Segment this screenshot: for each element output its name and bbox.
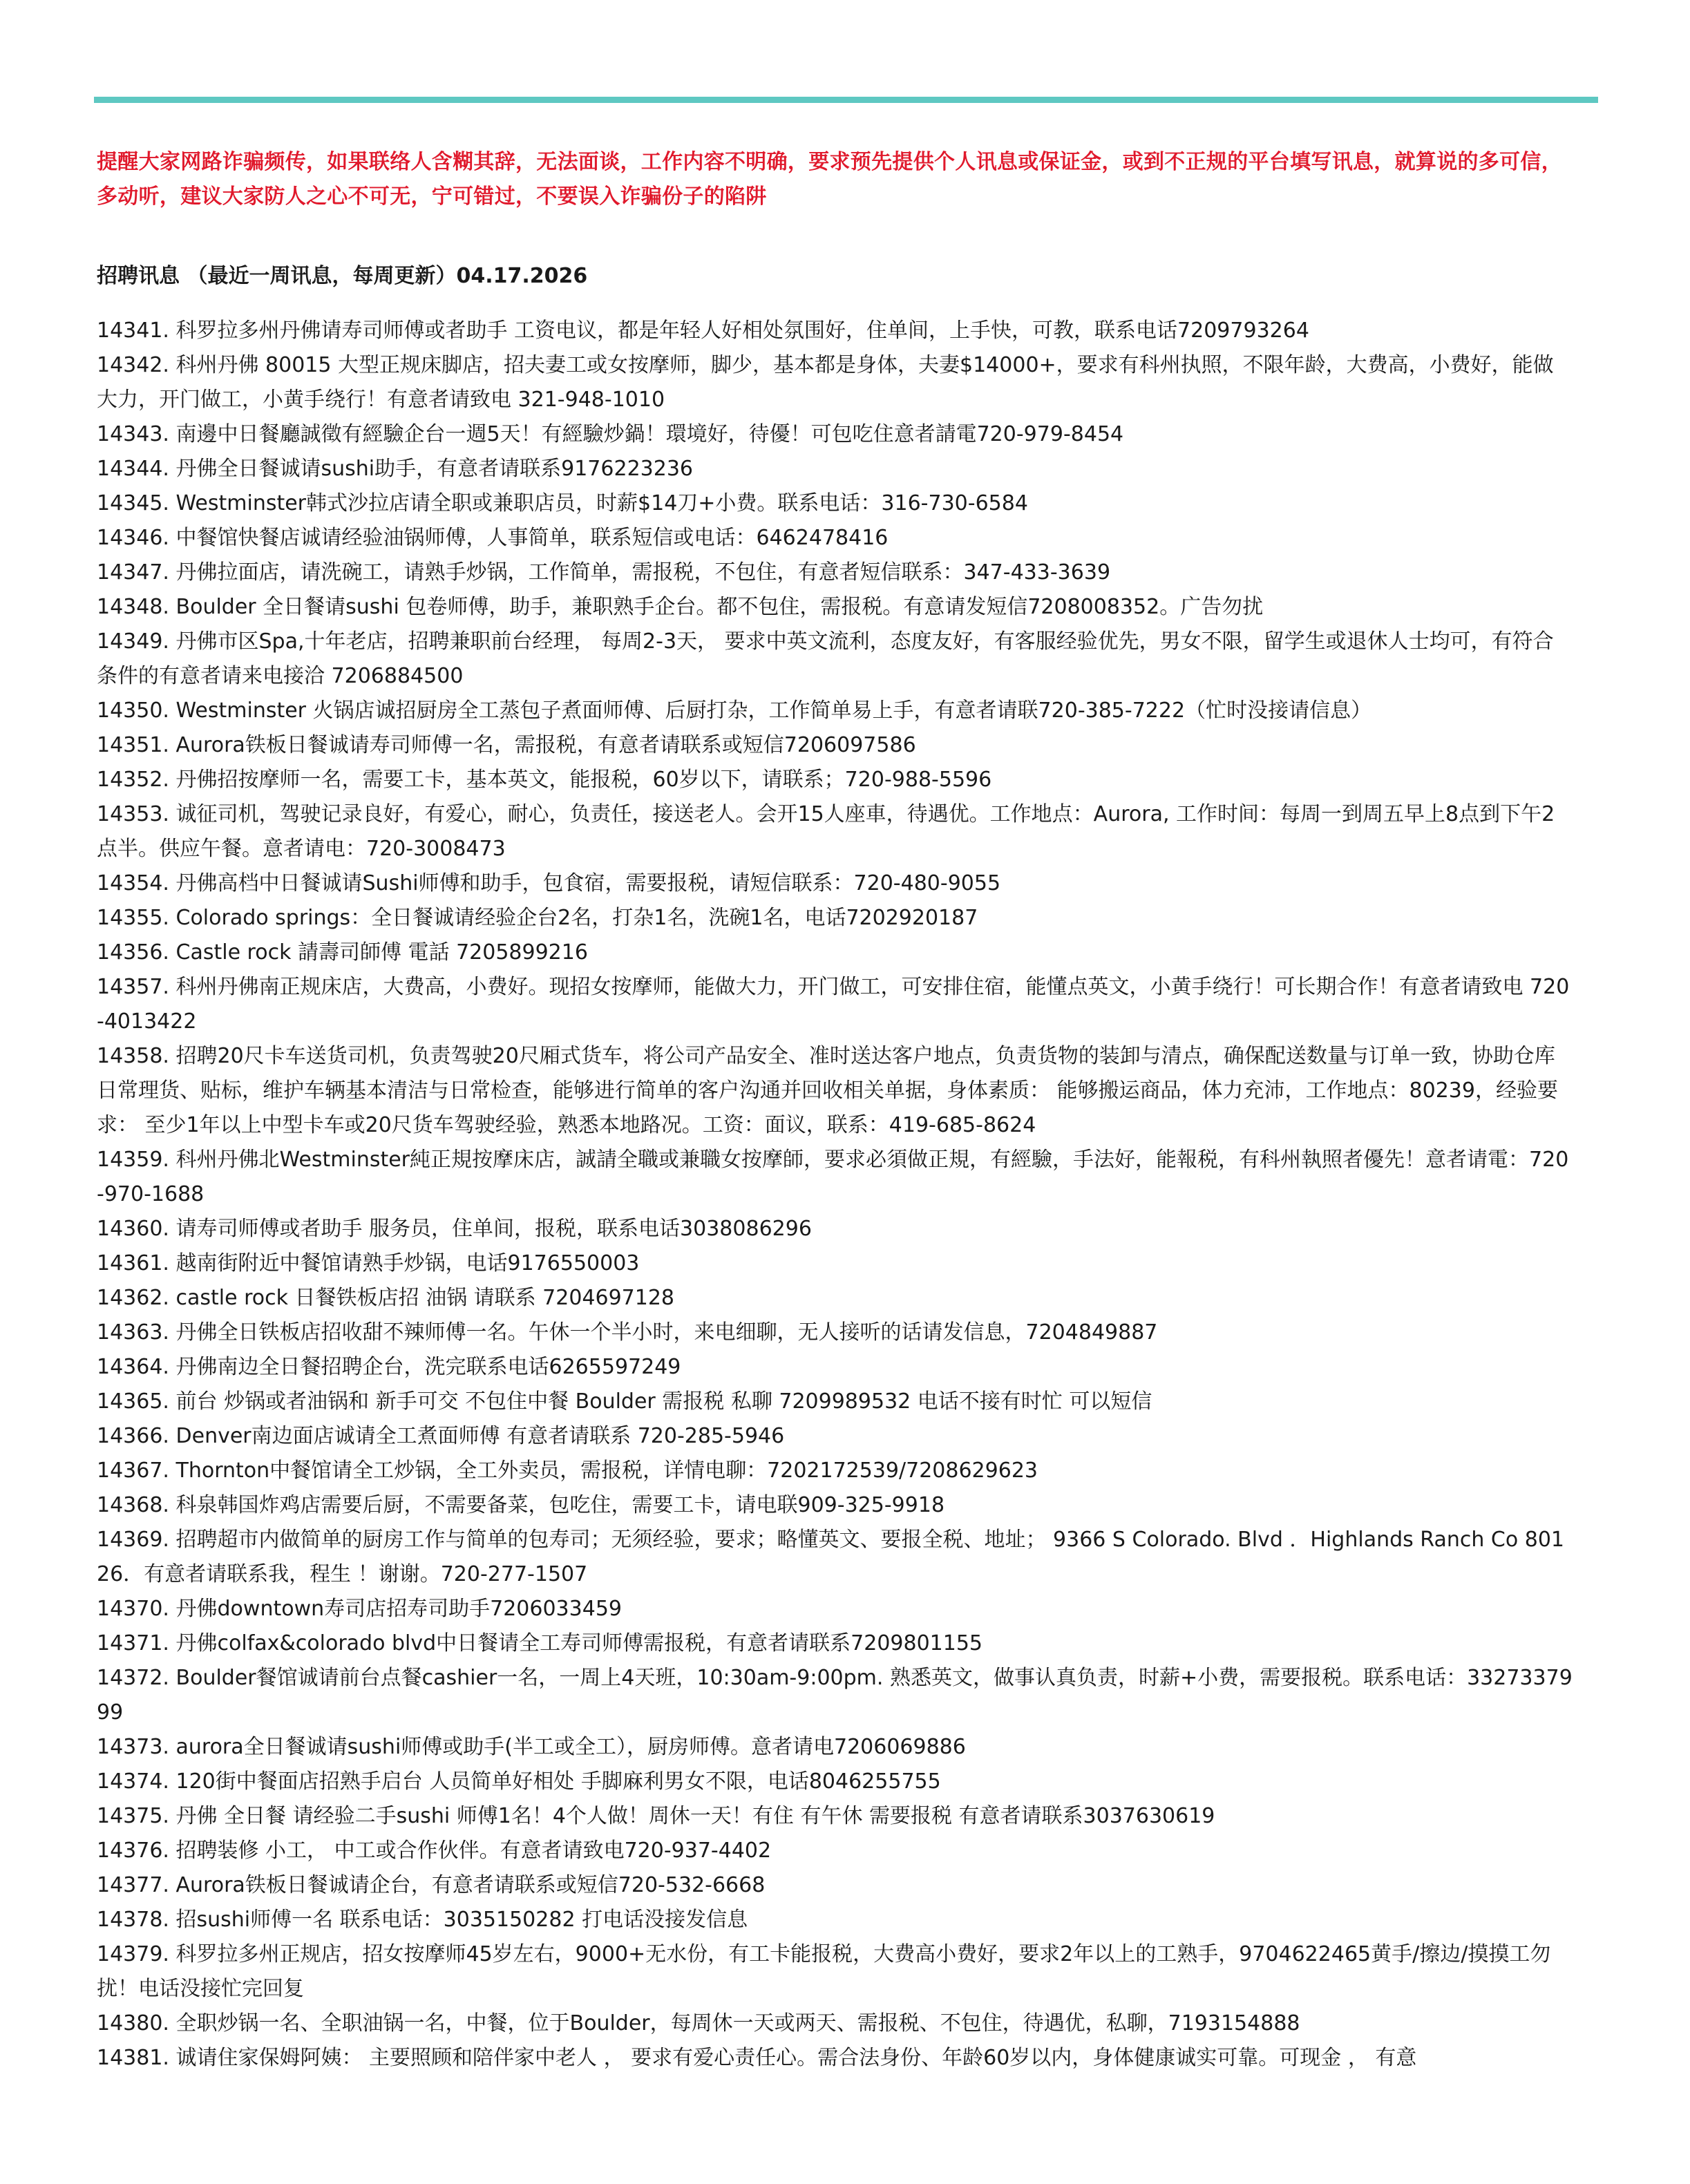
- job-listing: 14354. 丹佛高档中日餐诚请Sushi师傅和助手，包食宿，需要报税，请短信联系：720-480-9055: [97, 871, 1001, 895]
- job-listing: 14371. 丹佛colfax&colorado blvd中日餐请全工寿司师傅需报税，有意者请联系7209801155: [97, 1631, 983, 1655]
- job-listing: 14342. 科州丹佛 80015 大型正规床脚店，招夫妻工或女按摩师，脚少，基本都是身体，夫妻$14000+，要求有科州执照，不限年龄，大费高，小费好，能做大力，开门做工，小黄手绕行！有意者请致电 321-948-1010: [97, 353, 1554, 412]
- job-listing: 14369. 招聘超市内做简单的厨房工作与简单的包寿司；无须经验，要求；略懂英文、要报全税、地址； 9366 S Colorado. Blvd ．Highlands Ranch Co 80126．有意者请联系我，程生 ！谢谢。720-277-1507: [97, 1528, 1565, 1586]
- job-listing: 14376. 招聘装修 小工， 中工或合作伙伴。有意者请致电720-937-4402: [97, 1839, 772, 1863]
- job-listing: 14375. 丹佛 全日餐 请经验二手sushi 师傅1名！4个人做！周休一天！有住 有午休 需要报税 有意者请联系3037630619: [97, 1804, 1215, 1828]
- job-listing: 14357. 科州丹佛南正规床店，大费高，小费好。现招女按摩师，能做大力，开门做工，可安排住宿，能懂点英文，小黄手绕行！可长期合作！有意者请致电 720-4013422: [97, 975, 1570, 1034]
- job-listing: 14364. 丹佛南边全日餐招聘企台，洗完联系电话6265597249: [97, 1355, 681, 1379]
- job-listing: 14380. 全职炒锅一名、全职油锅一名，中餐，位于Boulder，每周休一天或两天、需报税、不包住，待遇优，私聊，7193154888: [97, 2011, 1300, 2035]
- job-listing: 14378. 招sushi师傅一名 联系电话：3035150282 打电话没接发信息: [97, 1908, 748, 1932]
- job-listing: 14362. castle rock 日餐铁板店招 油锅 请联系 7204697128: [97, 1286, 675, 1310]
- job-listing: 14343. 南邊中日餐廳誠徵有經驗企台一週5天！有經驗炒鍋！環境好，待優！可包吃住意者請電720-979-8454: [97, 422, 1124, 446]
- page-content: [97, 145, 1573, 2076]
- job-listing: 14373. aurora全日餐诚请sushi师傅或助手(半工或全工），厨房师傅。意者请电7206069886: [97, 1735, 966, 1759]
- job-listing: 14367. Thornton中餐馆请全工炒锅，全工外卖员，需报税，详情电聊：7202172539/7208629623: [97, 1459, 1038, 1483]
- job-listing: 14353. 诚征司机，驾驶记录良好，有爱心，耐心，负责任，接送老人。会开15人座車，待遇优。工作地点：Aurora, 工作时间：每周一到周五早上8点到下午2点半。供应午餐。意者请电：720-3008473: [97, 802, 1555, 861]
- job-listing: 14368. 科泉韩国炸鸡店需要后厨，不需要备菜，包吃住，需要工卡，请电联909-325-9918: [97, 1493, 945, 1517]
- job-listing: 14351. Aurora铁板日餐诚请寿司师傅一名，需报税，有意者请联系或短信7206097586: [97, 733, 916, 757]
- job-listing: 14352. 丹佛招按摩师一名，需要工卡，基本英文，能报税，60岁以下，请联系；720-988-5596: [97, 768, 992, 792]
- job-listing: 14363. 丹佛全日铁板店招收甜不辣师傅一名。午休一个半小时，来电细聊，无人接听的话请发信息，7204849887: [97, 1320, 1158, 1345]
- job-listing: 14359. 科州丹佛北Westminster純正規按摩床店，誠請全職或兼職女按摩師，要求必須做正規，有經驗，手法好，能報税，有科州執照者優先！意者请電：720-970-1688: [97, 1148, 1569, 1206]
- section-heading: 招聘讯息 （最近一周讯息，每周更新）04.17.2026: [97, 264, 588, 288]
- job-listing: 14360. 请寿司师傅或者助手 服务员，住单间，报税，联系电话3038086296: [97, 1217, 812, 1241]
- job-listing: 14356. Castle rock 請壽司師傅 電話 7205899216: [97, 940, 588, 965]
- job-listing: 14345. Westminster韩式沙拉店请全职或兼职店员，时薪$14刀+小费。联系电话：316-730-6584: [97, 491, 1028, 515]
- job-listings: [97, 314, 1573, 2076]
- job-listing: 14370. 丹佛downtown寿司店招寿司助手7206033459: [97, 1597, 622, 1621]
- job-listing: 14361. 越南街附近中餐馆请熟手炒锅，电话9176550003: [97, 1251, 640, 1275]
- job-listing: 14365. 前台 炒锅或者油锅和 新手可交 不包住中餐 Boulder 需报税 私聊 7209989532 电话不接有时忙 可以短信: [97, 1389, 1152, 1414]
- job-listing: 14381. 诚请住家保姆阿姨： 主要照顾和陪伴家中老人 ， 要求有爱心责任心。需合法身份、年龄60岁以内，身体健康诚实可靠。可现金 ， 有意: [97, 2046, 1417, 2070]
- job-listing: 14349. 丹佛市区Spa,十年老店，招聘兼职前台经理， 每周2-3天， 要求中英文流利，态度友好，有客服经验优先，男女不限，留学生或退休人士均可，有符合条件的有意者请来电接洽 7206884500: [97, 629, 1554, 688]
- scam-warning: 提醒大家网路诈骗频传，如果联络人含糊其辞，无法面谈，工作内容不明确，要求预先提供个人讯息或保证金，或到不正规的平台填写讯息，就算说的多可信，多动听，建议大家防人之心不可无，宁可错过，不要误入诈骗份子的陷阱: [97, 150, 1562, 209]
- job-listing: 14377. Aurora铁板日餐诚请企台，有意者请联系或短信720-532-6668: [97, 1873, 766, 1897]
- job-listing: 14346. 中餐馆快餐店诚请经验油锅师傅，人事简单，联系短信或电话：6462478416: [97, 526, 889, 550]
- job-listing: 14372. Boulder餐馆诚请前台点餐cashier一名，一周上4天班，10:30am-9:00pm. 熟悉英文，做事认真负责，时薪+小费，需要报税。联系电话：3327337999: [97, 1666, 1573, 1725]
- job-listing: 14355. Colorado springs：全日餐诚请经验企台2名，打杂1名，洗碗1名，电话7202920187: [97, 906, 978, 930]
- job-listing: 14366. Denver南边面店诚请全工煮面师傅 有意者请联系 720-285-5946: [97, 1424, 785, 1448]
- job-listing: 14341. 科罗拉多州丹佛请寿司师傅或者助手 工资电议，都是年轻人好相处氛围好，住单间，上手快，可教，联系电话7209793264: [97, 319, 1309, 343]
- job-listing: 14358. 招聘20尺卡车送货司机，负责驾驶20尺厢式货车，将公司产品安全、准时送达客户地点，负责货物的装卸与清点，确保配送数量与订单一致，协助仓库日常理货、贴标，维护车辆基本清洁与日常检查，能够进行简单的客户沟通并回收相关单据，身体素质： 能够搬运商品，体力充沛，工作地点：80239，经验要求： 至少1年以上中型卡车或20尺货车驾驶经验，熟悉本地路况。工资：面议，联系：419-685-8624: [97, 1044, 1558, 1137]
- job-listing: 14350. Westminster 火锅店诚招厨房全工蒸包子煮面师傅、后厨打杂，工作简单易上手，有意者请联720-385-7222（忙时没接请信息）: [97, 699, 1372, 723]
- job-listing: 14347. 丹佛拉面店，请洗碗工，请熟手炒锅，工作简单，需报税，不包住，有意者短信联系：347-433-3639: [97, 560, 1111, 585]
- job-listing: 14379. 科罗拉多州正规店，招女按摩师45岁左右，9000+无水份，有工卡能报税，大费高小费好，要求2年以上的工熟手，9704622465黄手/擦边/摸摸工勿扰！电话没接忙完回复: [97, 1942, 1551, 2001]
- top-divider: [94, 97, 1598, 103]
- job-listing: 14344. 丹佛全日餐诚请sushi助手，有意者请联系9176223236: [97, 457, 693, 481]
- job-listing: 14348. Boulder 全日餐请sushi 包卷师傅，助手，兼职熟手企台。都不包住，需报税。有意请发短信7208008352。广告勿扰: [97, 595, 1264, 619]
- job-listing: 14374. 120街中餐面店招熟手启台 人员简单好相处 手脚麻利男女不限，电话8046255755: [97, 1769, 941, 1794]
